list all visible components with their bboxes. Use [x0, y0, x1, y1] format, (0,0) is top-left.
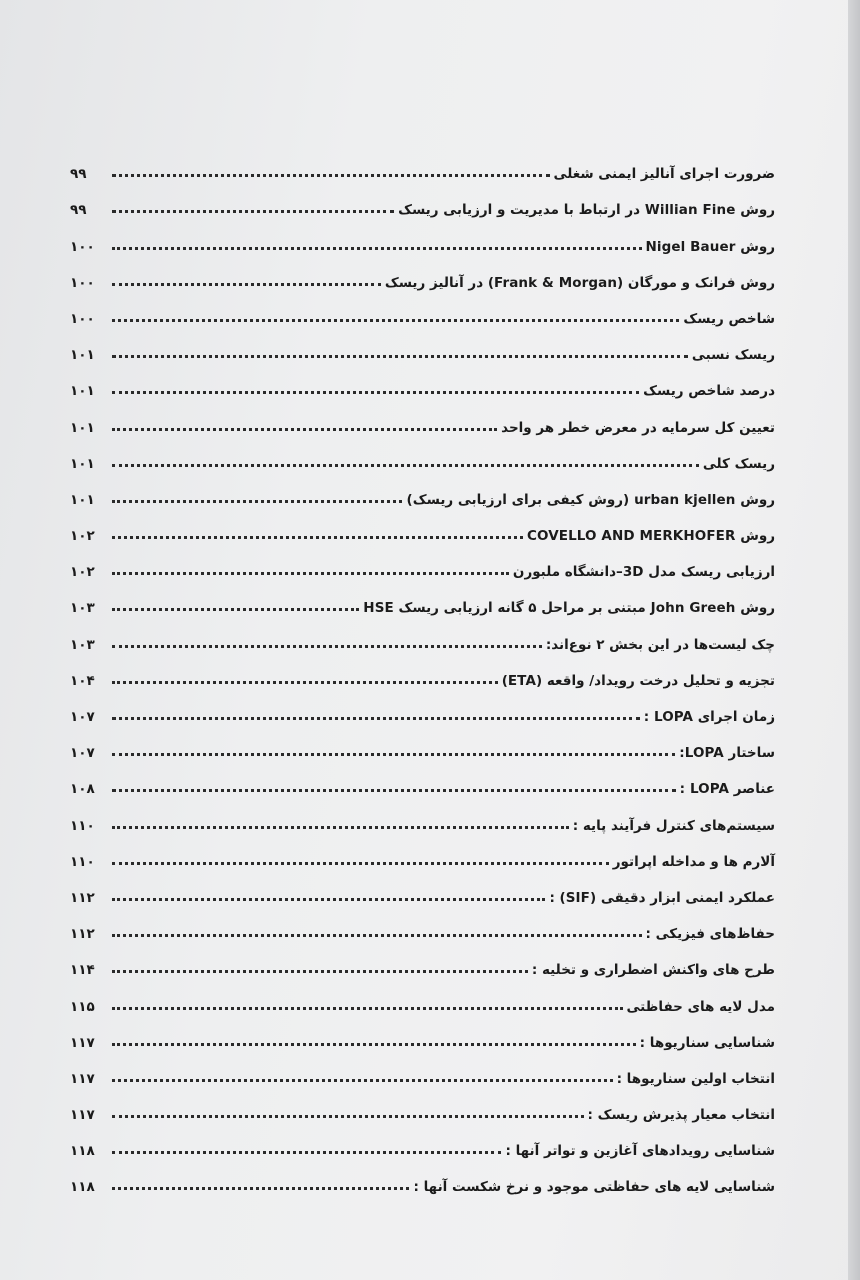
toc-entry-page-number: ۱۰۱ [70, 491, 95, 508]
toc-entry [70, 295, 775, 331]
toc-entry-page-number: ۹۹ [70, 166, 87, 183]
toc-entry-title: روش Willian Fine در ارتباط با مدیریت و ارزیابی ریسک [398, 202, 775, 219]
dot-leader [112, 1151, 501, 1154]
toc-entry [70, 476, 775, 512]
toc-entry-title: روش فرانک و مورگان (Frank & Morgan) در آنالیز ریسک [384, 274, 775, 291]
toc-entry-page-number: ۱۰۳ [70, 600, 95, 617]
toc-entry-page-number: ۱۱۵ [70, 998, 95, 1015]
toc-entry-title: شناسایی لایه های حفاظتی موجود و نرخ شکست آنها : [413, 1179, 775, 1196]
toc-entry-title: زمان اجرای LOPA : [643, 709, 775, 725]
toc-entry [70, 1127, 775, 1163]
dot-leader [112, 862, 609, 865]
toc-entry-title: ارزیابی ریسک مدل 3D–دانشگاه ملبورن [512, 564, 775, 581]
toc-entry-title: روش urban kjellen (روش کیفی برای ارزیابی ریسک) [406, 491, 775, 508]
toc-entry-title: حفاظ‌های فیزیکی : [645, 926, 775, 943]
toc-entry [70, 874, 775, 910]
toc-entry-page-number: ۱۰۲ [70, 528, 95, 545]
dot-leader [112, 934, 642, 937]
toc-entry-page-number: ۱۱۰ [70, 853, 95, 870]
toc-entry [70, 729, 775, 765]
dot-leader [112, 898, 545, 901]
dot-leader [112, 428, 497, 431]
toc-entry [70, 403, 775, 439]
toc-entry [70, 910, 775, 946]
toc-entry-title: ریسک نسبی [691, 347, 775, 364]
dot-leader [112, 536, 523, 539]
toc-entry-title: چک لیست‌ها در این بخش ۲ نوع‌اند: [545, 636, 775, 653]
toc-entry [70, 548, 775, 584]
toc-entry [70, 982, 775, 1018]
toc-entry-page-number: ۱۱۷ [70, 1034, 95, 1051]
toc-entry-title: انتخاب معیار پذیرش ریسک : [587, 1107, 775, 1124]
toc-entry-title: ریسک کلی [702, 455, 775, 472]
toc-entry [70, 1055, 775, 1091]
toc-entry [70, 1091, 775, 1127]
dot-leader [112, 572, 509, 575]
dot-leader [112, 355, 688, 358]
dot-leader [112, 1007, 623, 1010]
toc-entry-page-number: ۱۱۷ [70, 1107, 95, 1124]
toc-entry-page-number: ۱۰۸ [70, 781, 95, 798]
toc-entry [70, 367, 775, 403]
page-edge [848, 0, 860, 1280]
toc-entry-title: مدل لایه های حفاظتی [626, 998, 775, 1015]
toc-entry-page-number: ۹۹ [70, 202, 87, 219]
toc-entry [70, 1019, 775, 1055]
toc-entry [70, 186, 775, 222]
toc-entry [70, 620, 775, 656]
toc-entry [70, 657, 775, 693]
dot-leader [112, 1115, 584, 1118]
toc-entry [70, 440, 775, 476]
toc-entry-page-number: ۱۰۲ [70, 564, 95, 581]
dot-leader [112, 681, 498, 684]
dot-leader [112, 210, 394, 213]
toc-entry-title: شاخص ریسک [683, 310, 775, 327]
toc-entry-title: روش COVELLO AND MERKHOFER [527, 528, 775, 545]
toc-entry-page-number: ۱۱۲ [70, 889, 95, 906]
dot-leader [112, 789, 676, 792]
dot-leader [112, 826, 569, 829]
toc-entry-page-number: ۱۱۸ [70, 1143, 95, 1160]
toc-entry-title: طرح های واکنش اضطراری و تخلیه : [531, 962, 775, 979]
dot-leader [112, 970, 528, 973]
toc-entry-title: تعیین کل سرمایه در معرض خطر هر واحد [501, 419, 775, 436]
toc-entry [70, 222, 775, 258]
toc-entry [70, 946, 775, 982]
toc-entry [70, 838, 775, 874]
toc-entry [70, 1163, 775, 1199]
dot-leader [112, 717, 640, 720]
table-of-contents [70, 150, 775, 1230]
dot-leader [112, 1079, 613, 1082]
toc-entry-title: انتخاب اولین سناریوها : [616, 1070, 775, 1087]
toc-entry-title: روش Nigel Bauer [645, 238, 775, 255]
dot-leader [112, 464, 699, 467]
toc-entry-page-number: ۱۰۳ [70, 636, 95, 653]
toc-entry-title: ساختار LOPA: [679, 745, 775, 762]
dot-leader [112, 319, 679, 322]
toc-entry-page-number: ۱۰۰ [70, 274, 95, 291]
toc-entry [70, 259, 775, 295]
toc-entry-page-number: ۱۰۰ [70, 310, 95, 327]
toc-entry [70, 693, 775, 729]
toc-entry-title: عناصر LOPA : [679, 781, 775, 798]
toc-entry-page-number: ۱۱۰ [70, 817, 95, 834]
toc-entry [70, 331, 775, 367]
dot-leader [112, 753, 675, 756]
dot-leader [112, 1043, 636, 1046]
dot-leader [112, 500, 402, 503]
dot-leader [112, 645, 542, 648]
toc-entry-page-number: ۱۰۱ [70, 383, 95, 400]
toc-entry [70, 584, 775, 620]
toc-entry-page-number: ۱۰۴ [70, 672, 95, 689]
toc-entry-title: روش John Greeh مبتنی بر مراحل ۵ گانه ارزیابی ریسک HSE [363, 600, 775, 617]
toc-entry-title: سیستم‌های کنترل فرآیند پایه : [572, 817, 775, 834]
toc-entry-page-number: ۱۰۱ [70, 347, 95, 364]
toc-entry-title: آلارم ها و مداخله اپراتور [612, 853, 775, 870]
dot-leader [112, 391, 639, 394]
toc-entry-page-number: ۱۱۸ [70, 1179, 95, 1196]
toc-entry-page-number: ۱۰۰ [70, 238, 95, 255]
toc-entry-title: شناسایی رویدادهای آغازین و تواتر آنها : [505, 1143, 775, 1160]
dot-leader [112, 608, 359, 611]
toc-entry [70, 512, 775, 548]
toc-entry-page-number: ۱۰۱ [70, 419, 95, 436]
toc-entry-title: ضرورت اجرای آنالیز ایمنی شغلی [553, 166, 775, 183]
toc-entry [70, 801, 775, 837]
dot-leader [112, 1187, 409, 1190]
toc-entry-page-number: ۱۱۷ [70, 1070, 95, 1087]
toc-entry-page-number: ۱۰۷ [70, 709, 95, 725]
toc-entry-page-number: ۱۱۴ [70, 962, 95, 979]
toc-entry-title: درصد شاخص ریسک [643, 383, 775, 400]
dot-leader [112, 174, 550, 177]
toc-entry [70, 765, 775, 801]
toc-entry-title: شناسایی سناریوها : [639, 1034, 775, 1051]
toc-entry-page-number: ۱۱۲ [70, 926, 95, 943]
toc-entry-page-number: ۱۰۱ [70, 455, 95, 472]
dot-leader [112, 247, 642, 250]
dot-leader [112, 283, 381, 286]
toc-entry [70, 150, 775, 186]
toc-entry-title: تجزیه و تحلیل درخت رویداد/ واقعه (ETA) [501, 672, 775, 689]
toc-entry-page-number: ۱۰۷ [70, 745, 95, 762]
toc-entry-title: عملکرد ایمنی ابزار دقیقی (SIF) : [549, 889, 775, 906]
